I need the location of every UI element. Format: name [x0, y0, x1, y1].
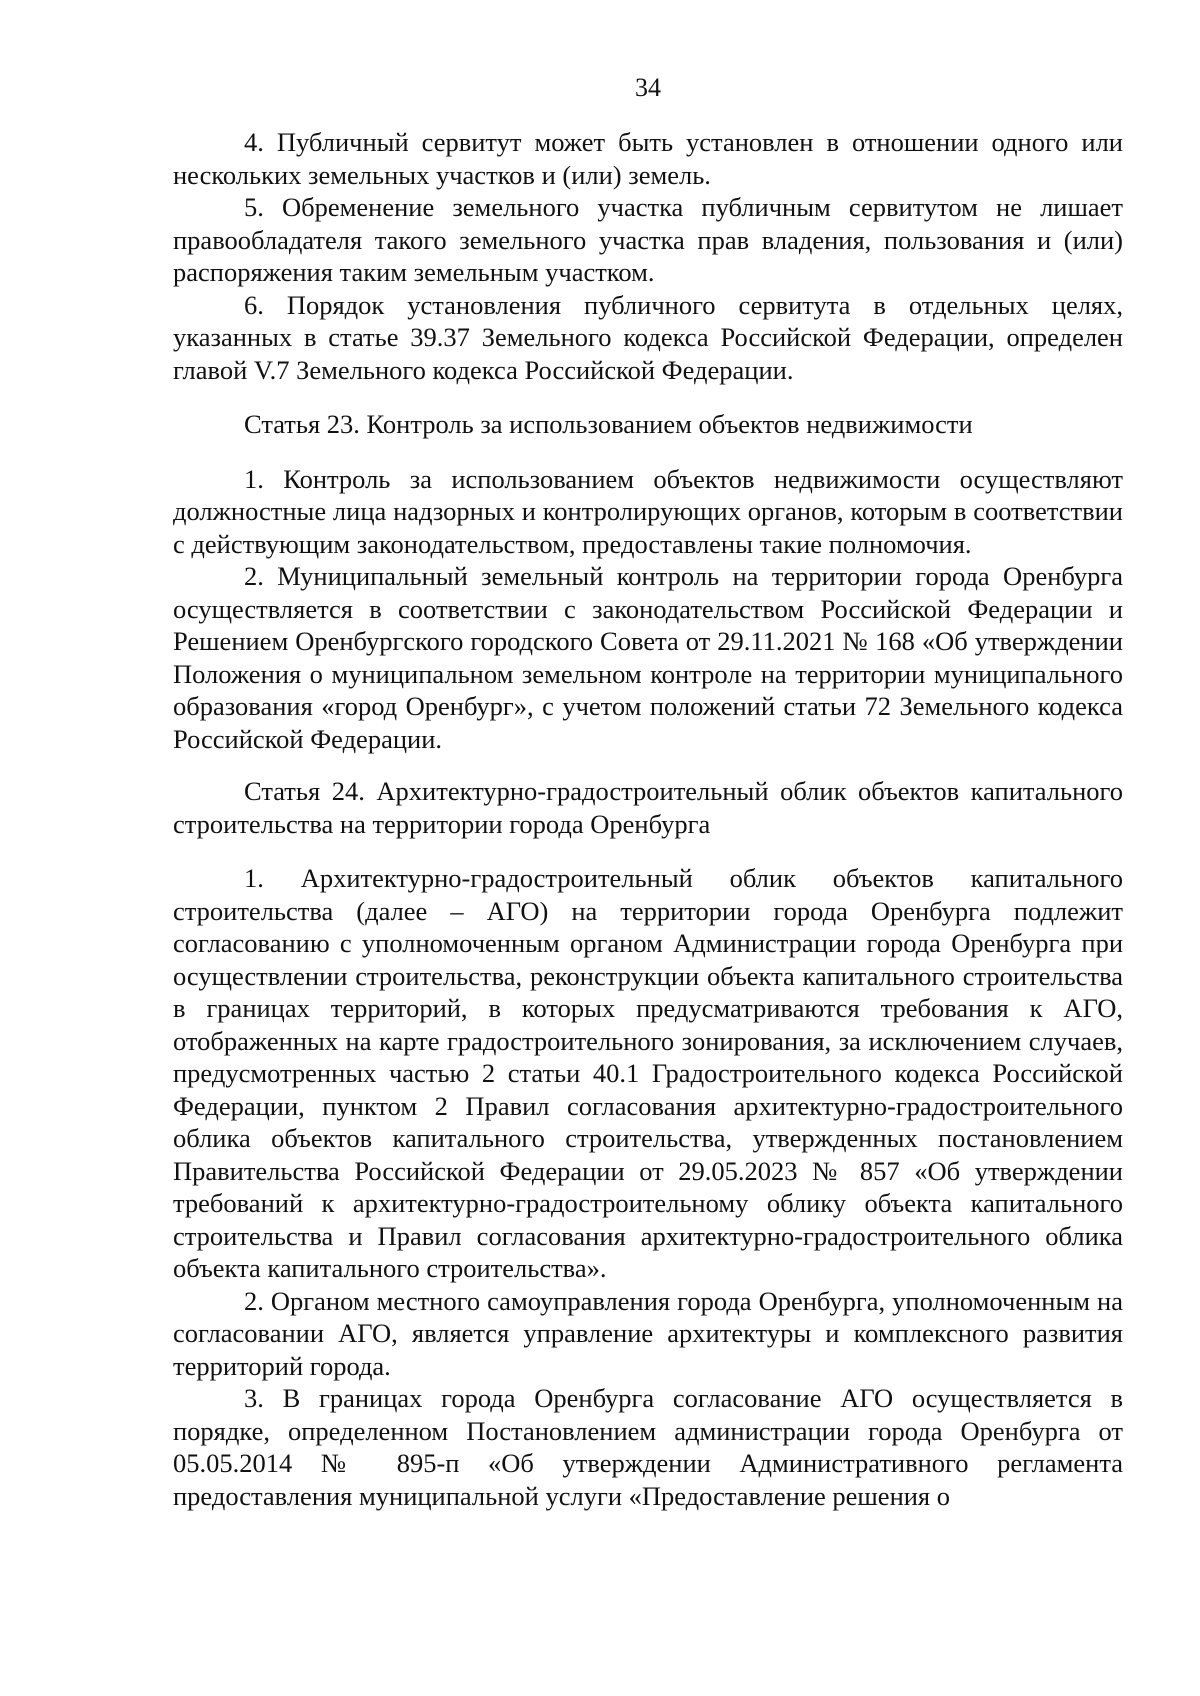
- article-24-paragraph-2: 2. Органом местного самоуправления города Оренбурга, уполномоченным на согласовании АГО, является управление архитектуры и комплексного развития территорий города.: [173, 1285, 1123, 1381]
- article-23-paragraph-1: 1. Контроль за использованием объектов недвижимости осуществляют должностные лица надзорных и контролирующих органов, которым в соответствии с действующим законодательством, предоставлены такие полномочия.: [173, 463, 1123, 559]
- article-23-paragraph-2: 2. Муниципальный земельный контроль на территории города Оренбурга осуществляется в соответствии с законодательством Российской Федерации и Решением Оренбургского городского Совета от 29.11.2021 № 168 «Об утверждении Положения о муниципальном земельном контроле на территории муниципального образования «город Оренбург», с учетом положений статьи 72 Земельного кодекса Российской Федерации.: [173, 561, 1123, 754]
- article-24-paragraph-3: 3. В границах города Оренбурга согласование АГО осуществляется в порядке, определенном Постановлением администрации города Оренбурга от 05.05.2014 № 895-п «Об утверждении Административного регламента предоставления муниципальной услуги «Предоставление решения о: [173, 1383, 1123, 1511]
- article-24-paragraph-1: 1. Архитектурно-градостроительный облик объектов капитального строительства (далее – АГО) на территории города Оренбурга подлежит согласованию с уполномоченным органом Администрации города Оренбурга при осуществлении строительства, реконструкции объекта капитального строительства в границах территорий, в которых предусматриваются требования к АГО, отображенных на карте градостроительного зонирования, за исключением случаев, предусмотренных частью 2 статьи 40.1 Градостроительного кодекса Российской Федерации, пунктом 2 Правил согласования архитектурно-градостроительного облика объектов капитального строительства, утвержденных постановлением Правительства Российской Федерации от 29.05.2023 № 857 «Об утверждении требований к архитектурно-градостроительному облику объекта капитального строительства и Правил согласования архитектурно-градостроительного облика объекта капитального строительства».: [173, 863, 1123, 1283]
- article-23-heading: Статья 23. Контроль за использованием объектов недвижимости: [244, 409, 973, 439]
- paragraph-servitude-6: 6. Порядок установления публичного сервитута в отдельных целях, указанных в статье 39.37 Земельного кодекса Российской Федерации, определен главой V.7 Земельного кодекса Российской Федерации.: [173, 289, 1123, 385]
- article-24-heading: Статья 24. Архитектурно-градостроительный облик объектов капитального строительства на территории города Оренбурга: [173, 776, 1123, 839]
- paragraph-servitude-5: 5. Обременение земельного участка публичным сервитутом не лишает правообладателя такого земельного участка прав владения, пользования и (или) распоряжения таким земельным участком.: [173, 192, 1123, 287]
- document-page: [173, 72, 1123, 1512]
- paragraph-servitude-4: 4. Публичный сервитут может быть установлен в отношении одного или нескольких земельных участков и (или) земель.: [173, 127, 1123, 190]
- page-number: 34: [635, 73, 661, 102]
